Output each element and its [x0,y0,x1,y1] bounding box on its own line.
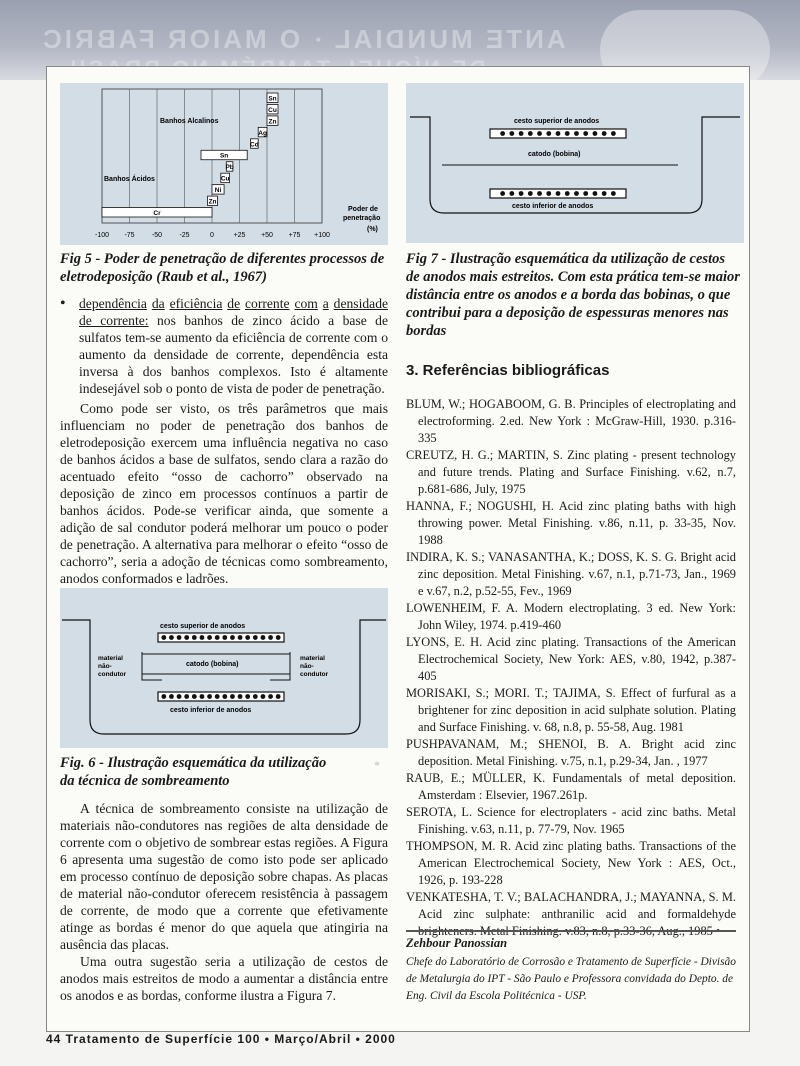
anode-dot [184,694,189,699]
page-footer: 44 Tratamento de Superfície 100 • Março/Abril • 2000 [46,1032,396,1046]
figure-5-caption: Fig 5 - Poder de penetração de diferentes processos de eletrodeposição (Raub et al., 1967) [60,251,385,285]
tick-label: -25 [179,232,190,239]
anode-dot [192,694,197,699]
anode-dot [207,635,212,640]
anode-dot [519,191,524,196]
anode-dot [519,131,524,136]
anode-dot [215,694,220,699]
anode-dot [268,635,273,640]
paragraph-1: Como pode ser visto, os três parâmetros que mais influenciam no poder de penetração dos banhos de eletrodeposição exercem uma influência negativa no caso de banhos ácidos a base de sulfatos, sendo clara a razão do acentuado efeito “osso de cachorro” observado na deposição de zinco em processos contínuos a partir de banhos ácidos. Pode-se verificar ainda, que somente a adição de sal condutor poderá melhorar um pouco o poder de penetração. A alternativa para melhorar o efeito “osso de cachorro”, seria a adoção de técnicas como sombreamento, anodos conformados e ladrões. [60,401,388,586]
anode-dot [238,694,243,699]
axis-label-3: (%) [367,226,378,233]
divider [406,930,736,932]
bullet-dot: • [60,295,66,312]
anode-dot [161,694,166,699]
anode-dot [611,191,616,196]
right-material-3: condutor [300,671,329,678]
anode-dot [253,635,258,640]
anode-dot [268,694,273,699]
anode-dot [207,694,212,699]
bar-label: Sn [219,152,229,160]
chart-ticks [95,232,330,239]
bar-label: Cr [153,210,161,217]
bar-label: Zn [208,198,217,206]
references-title: 3. Referências bibliográficas [406,362,610,379]
anode-dot [602,191,607,196]
left-material-3: condutor [98,671,127,678]
anode-dot [222,635,227,640]
anode-dot [276,694,281,699]
bullet-item [60,295,388,397]
group-label-acid: Banhos Ácidos [104,176,155,183]
reference-item: INDIRA, K. S.; VANASANTHA, K.; DOSS, K. S. G. Bright acid zinc deposition. Metal Finishing. v.67, n.1, p.71-73, Jan., 1969 e v.67, n.2, p.52-55, Fev., 1969 [406,550,736,598]
bullet-text: dependência da eficiência de corrente com a densidade de corrente: nos banhos de zinco ácido a base de sulfatos tem-se aumento da eficiência de corrente com o aumento da densidade de corrente, dependência esta inversa à dos banhos complexos. Isto é altamente indesejável sob o ponto de vista de poder de penetração. [79,296,389,396]
anode-dot [169,694,174,699]
anode-dot [602,131,607,136]
bar-label: Ag [258,129,267,137]
bar-label: Pb [225,164,234,172]
reference-item: LOWENHEIM, F. A. Modern electroplating. 3 ed. New York: John Wiley, 1974. p.419-460 [406,601,736,632]
anode-dot [200,694,205,699]
cathode-label: catodo (bobina) [186,661,239,668]
figure-6 [60,588,388,748]
bar-label: Cd [250,141,259,149]
anode-dot [593,191,598,196]
anode-dot [230,694,235,699]
axis-label-1: Poder de [348,206,378,213]
figure-7 [406,83,744,243]
anode-dot [528,191,533,196]
tick-label: -75 [124,232,135,239]
left-material-1: material [98,655,123,662]
anode-dot [546,191,551,196]
tick-label: +75 [288,232,301,239]
figure-7-caption: Fig 7 - Ilustração esquemática da utilização de cestos de anodos mais estreitos. Com esta prática tem-se maior distância entre os anodos e a borda das bobinas, o que contribui para a deposição de espessuras menores nas bordas [406,251,740,339]
tick-label: +50 [261,232,273,239]
anode-dot [161,635,166,640]
anode-dot [556,191,561,196]
reference-item: THOMPSON, M. R. Acid zinc plating baths. Transactions of the American Electrochemical Society, New York : AES, Oct., 1926, p. 193-228 [406,839,736,887]
group-label-alkaline: Banhos Alcalinos [160,118,219,125]
reference-item: LYONS, E. H. Acid zinc plating. Transactions of the American Electrochemical Society, New York: AES, v.80, 1942, p.387-405 [406,635,736,683]
anode-dot [500,131,505,136]
anode-dot [276,635,281,640]
figure-6-caption: Fig. 6 - Ilustração esquemática da utilização da técnica de sombreamento [60,755,327,789]
anode-dot [565,131,570,136]
figure-5 [60,83,388,245]
chart-bars [102,93,278,217]
bar-label: Ni [214,187,222,195]
reference-item: SEROTA, L. Science for electroplaters - acid zinc baths. Metal Finishing. v.63, n.11, p. 77-79, Nov. 1965 [406,805,736,836]
anode-dot [565,191,570,196]
right-material-2: não- [300,663,314,670]
anode-dot [238,635,243,640]
anode-dot [583,131,588,136]
anode-dot [215,635,220,640]
reference-item: PUSHPAVANAM, M.; SHENOI, B. A. Bright acid zinc deposition. Metal Finishing. v.75, n.1, p.29-34, Jan. , 1977 [406,737,736,768]
tick-label: -100 [94,232,110,239]
bar-label: Cu [268,106,277,114]
tick-label: 0 [210,232,214,239]
anode-dot [261,694,266,699]
anode-dot [177,635,182,640]
anode-dot [537,131,542,136]
anode-dot [509,131,514,136]
anode-dot [177,694,182,699]
anode-dot [574,191,579,196]
anode-dot [500,191,505,196]
references-list [406,396,736,940]
axis-label-2: penetração [343,215,381,222]
reference-item: MORISAKI, S.; MORI. T.; TAJIMA, S. Effect of furfural as a brightener for zinc deposition in acid sulphate solution. Plating and Surface Finishing. v. 68, n.8, p. 55-58, Aug. 1981 [406,686,736,734]
anode-dot [509,191,514,196]
banner-ghost-text: ANTE MUNDIAL · O MAIOR FABRIC [40,24,566,54]
anode-dot [222,694,227,699]
anode-dot [611,131,616,136]
anode-dot [583,191,588,196]
left-material-2: não- [98,663,112,670]
tick-label: +100 [314,232,330,239]
top-anode-label: cesto superior de anodos [514,118,600,125]
anode-dot [261,635,266,640]
figure-7-diagram [406,83,744,243]
anode-dot [556,131,561,136]
anode-dot [537,191,542,196]
anode-dot [230,635,235,640]
bar-label: Zn [268,118,277,126]
anode-dot [574,131,579,136]
reference-item: VENKATESHA, T. V.; BALACHANDRA, J.; MAYANNA, S. M. Acid zinc sulphate: anthranilic acid and formaldehyde [406,890,736,921]
tick-label: -50 [151,232,163,239]
top-anode-label: cesto superior de anodos [160,623,246,630]
reference-item: BLUM, W.; HOGABOOM, G. B. Principles of electroplating and electroforming. 2.ed. New York : McGraw-Hill, 1930. p.316-335 [406,397,736,445]
bottom-anode-label: cesto inferior de anodos [170,707,252,714]
anode-dot [169,635,174,640]
anode-dot [546,131,551,136]
cathode-label: catodo (bobina) [528,151,581,158]
reference-item: CREUTZ, H. G.; MARTIN, S. Zinc plating - present technology and future trends. Plating and Surface Finishing. v.62, n.7, p.681-686, July, 1975 [406,448,736,496]
reference-item: HANNA, F.; NOGUSHI, H. Acid zinc plating baths with high throwing power. Metal Finishing. v.86, n.11, p. 33-35, Nov. 1988 [406,499,736,547]
anode-dot [192,635,197,640]
bar-label: Sn [268,95,277,103]
anode-dot [200,635,205,640]
decorative-mark: * [374,758,380,772]
tick-label: +25 [233,232,246,239]
anode-dot [245,694,250,699]
author-name: Zehbour Panossian [406,936,508,950]
bottom-anode-label: cesto inferior de anodos [512,203,594,210]
anode-dot [245,635,250,640]
paragraph-2: A técnica de sombreamento consiste na utilização de materiais não-condutores nas regiões de alta densidade de corrente com o objetivo de sombrear estas regiões. A Figura 6 apresenta uma sugestão de como isto pode ser aplicado em processo contínuo de deposição sobre chapas. As placas de material não-condutor oferecem resistência à passagem de corrente, de modo que a corrente que efetivamente atinge as bordas é menor do que aquela que atingiria na ausência das placas. Uma outra sugestão seria a utilização de cestos de anodos mais estreitos de modo a aumentar a distância entre os anodos e as bordas, conforme ilustra a Figura 7. [60,801,388,1003]
reference-item: RAUB, E.; MÜLLER, K. Fundamentals of metal deposition. Amsterdam : Elsevier, 1967.261p. [406,771,736,802]
anode-dot [593,131,598,136]
figure-5-chart [60,83,388,245]
anode-dot [184,635,189,640]
anode-dot [253,694,258,699]
author-description: Chefe do Laboratório de Corrosão e Tratamento de Superfície - Divisão de Metalurgia do IPT - São Paulo e Professora convidada do Depto. de Eng. Civil da Escola Politécnica - USP. [406,956,736,1002]
anode-dot [528,131,533,136]
bar-label: Cu [220,175,230,183]
figure-6-diagram [60,588,388,748]
right-material-1: material [300,655,325,662]
